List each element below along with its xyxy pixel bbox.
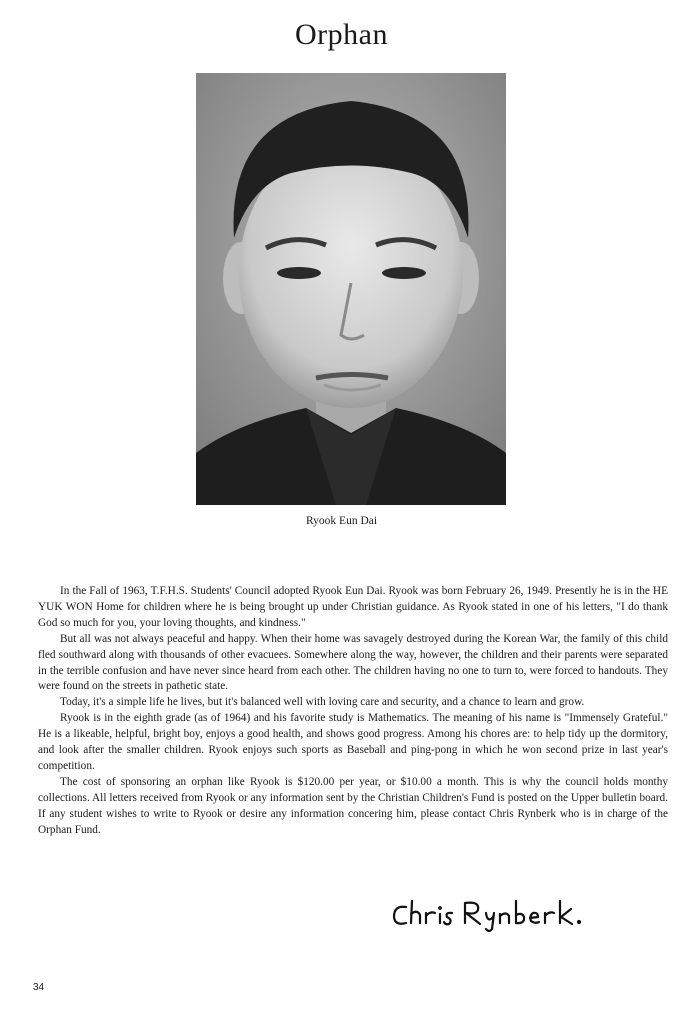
paragraph: Ryook is in the eighth grade (as of 1964) and his favorite study is Mathematics. The meaning of his name is "Immensely Grateful." He is a likeable, helpful, bright boy, enjoys a good health, and shows good progress. Among his chores are: to help tidy up the dormitory, and look after the smaller children. Ryook enjoys such sports as Baseball and ping-pong in which he won second prize in last year's competition. [38,712,668,772]
portrait-photo [196,73,506,505]
paragraph: The cost of sponsoring an orphan like Ryook is $120.00 per year, or $10.00 a month. This is why the council holds monthy collections. All letters received from Ryook or any information sent by the Christian Children's Fund is posted on the Upper bulletin board. If any student wishes to write to Ryook or desire any information concering him, please contact Chris Rynberk who is in charge of the Orphan Fund. [38,775,668,836]
article-body [38,584,668,839]
paragraph: Today, it's a simple life he lives, but it's balanced well with loving care and security, and a chance to learn and grow. [60,696,585,709]
page-number: 34 [33,982,45,993]
photo-caption: Ryook Eun Dai [305,515,378,527]
paragraph: But all was not always peaceful and happy. When their home was savagely destroyed during the Korean War, the family of this child fled southward along with thousands of other evacuees. Somewhere along the way, however, the children and their parents were separated in the terrible confusion and have never since heard from each other. The children having no one to turn to, were forced to handouts. They were found on the streets in pathetic state. [38,632,668,693]
page-title: Orphan [295,18,388,51]
paragraph: In the Fall of 1963, T.F.H.S. Students' Council adopted Ryook Eun Dai. Ryook was born February 26, 1949. Presently he is in the HE YUK WON Home for children where he is being brought up under Christian guidance. As Ryook stated in one of his letters, "I do thank God so much for you, your loving thoughts, and kindness." [38,585,668,629]
handwritten-signature [390,895,590,940]
